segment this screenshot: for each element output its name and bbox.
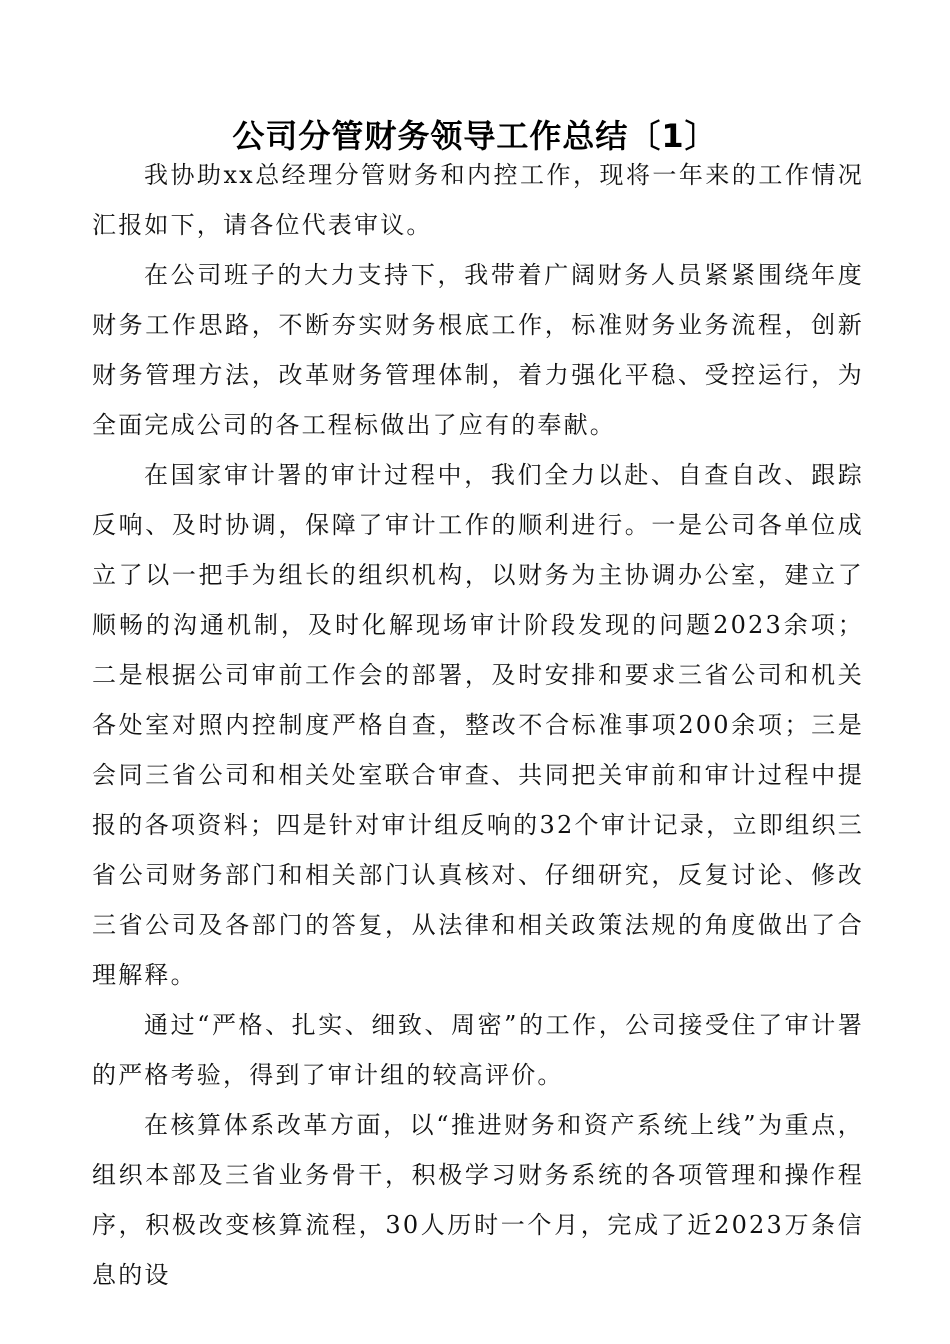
paragraph-audit-process: 在国家审计署的审计过程中，我们全力以赴、自查自改、跟踪反响、及时协调，保障了审计工作的顺利进行。一是公司各单位成立了以一把手为组长的组织机构，以财务为主协调办公室，建立了顺畅的沟通机制，及时化解现场审计阶段发现的问题2023余项；二是根据公司审前工作会的部署，及时安排和要求三省公司和机关各处室对照内控制度严格自查，整改不合标准事项200余项；三是会同三省公司和相关处室联合审查、共同把关审前和审计过程中提报的各项资料；四是针对审计组反响的32个审计记录，立即组织三省公司财务部门和相关部门认真核对、仔细研究，反复讨论、修改三省公司及各部门的答复，从法律和相关政策法规的角度做出了合理解释。	[92, 461, 864, 989]
paragraph-accounting-reform: 在核算体系改革方面，以“推进财务和资产系统上线”为重点，组织本部及三省业务骨干，积极学习财务系统的各项管理和操作程序，积极改变核算流程，30人历时一个月，完成了近2023万条信息的设	[92, 1111, 864, 1289]
paragraph-intro: 我协助xx总经理分管财务和内控工作，现将一年来的工作情况汇报如下，请各位代表审议。	[92, 161, 864, 239]
document-body	[92, 150, 864, 1300]
paragraph-overview: 在公司班子的大力支持下，我带着广阔财务人员紧紧围绕年度财务工作思路，不断夯实财务根底工作，标准财务业务流程，创新财务管理方法，改革财务管理体制，着力强化平稳、受控运行，为全面完成公司的各工程标做出了应有的奉献。	[92, 261, 864, 439]
document-title: 公司分管财务领导工作总结〔1〕	[232, 117, 718, 155]
paragraph-audit-result: 通过“严格、扎实、细致、周密”的工作，公司接受住了审计署的严格考验，得到了审计组的较高评价。	[92, 1011, 864, 1089]
